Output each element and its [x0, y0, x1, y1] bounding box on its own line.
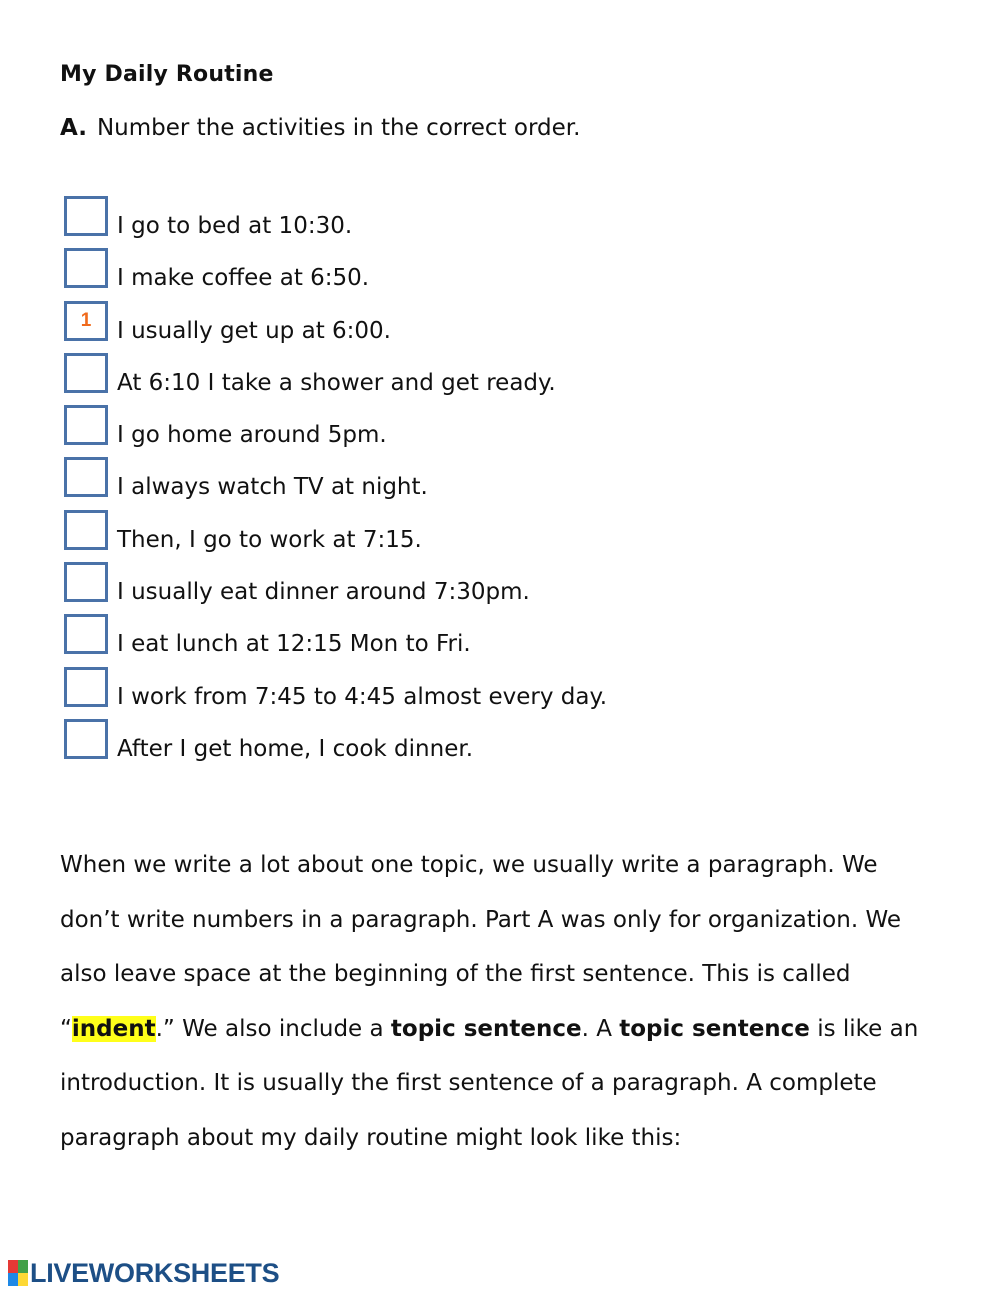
activity-row: [62, 193, 962, 245]
worksheet-title: My Daily Routine: [60, 62, 274, 87]
answer-box-3[interactable]: [64, 301, 108, 341]
activity-text: I usually eat dinner around 7:30pm.: [117, 579, 530, 606]
paragraph-text: is like an introduction. It is usually the first sentence of a paragraph. A complete paragraph about my daily routine might look like this:: [60, 1015, 919, 1151]
activity-row: [62, 716, 962, 768]
logo-square-green: [18, 1260, 28, 1273]
answer-box-4[interactable]: [64, 353, 108, 393]
activity-text: I usually get up at 6:00.: [117, 317, 391, 344]
activity-row: [62, 454, 962, 506]
activity-row: [62, 664, 962, 716]
activity-row: [62, 245, 962, 297]
paragraph-text: When we write a lot about one topic, we usually write a paragraph. We don’t write numbers in a paragraph. Part A was only for organization. We also leave space at the beginning of the first sentence. This is called “: [60, 852, 901, 1042]
activity-row: [62, 298, 962, 350]
activity-list: [62, 193, 962, 768]
logo-square-red: [8, 1260, 18, 1273]
instruction-text: Number the activities in the correct order.: [96, 115, 581, 141]
activity-text: I make coffee at 6:50.: [117, 265, 370, 292]
instruction: [60, 115, 580, 141]
answer-box-8[interactable]: [64, 562, 108, 602]
answer-box-5[interactable]: [64, 405, 108, 445]
section-letter: A.: [60, 115, 87, 141]
paragraph-text: . A: [581, 1015, 620, 1042]
activity-row: [62, 611, 962, 663]
explanation-paragraph: [60, 838, 940, 1166]
activity-text: I go to bed at 10:30.: [117, 213, 353, 239]
answer-box-7[interactable]: [64, 510, 108, 550]
activity-text: I always watch TV at night.: [117, 474, 428, 501]
answer-box-10[interactable]: [64, 667, 108, 707]
activity-text: At 6:10 I take a shower and get ready.: [117, 369, 556, 396]
answer-box-1[interactable]: [64, 196, 108, 236]
topic-sentence-term: topic sentence: [619, 1015, 810, 1042]
activity-text: I work from 7:45 to 4:45 almost every day.: [117, 683, 608, 710]
activity-text: I go home around 5pm.: [117, 422, 387, 449]
answer-box-9[interactable]: [64, 614, 108, 654]
activity-text: I eat lunch at 12:15 Mon to Fri.: [117, 631, 471, 658]
indent-highlight: indent: [71, 1015, 156, 1042]
liveworksheets-logo[interactable]: [8, 1258, 279, 1288]
topic-sentence-term: topic sentence: [390, 1015, 582, 1042]
answer-box-6[interactable]: [64, 457, 108, 497]
activity-row: [62, 350, 962, 402]
liveworksheets-logo-icon: [8, 1260, 28, 1286]
activity-row: [62, 507, 962, 559]
logo-text: LIVEWORKSHEETS: [30, 1257, 280, 1288]
paragraph-text: .” We also include a: [155, 1015, 391, 1042]
answer-box-2[interactable]: [64, 248, 108, 288]
activity-row: [62, 402, 962, 454]
activity-text: After I get home, I cook dinner.: [117, 735, 474, 762]
answer-box-11[interactable]: [64, 719, 108, 759]
logo-square-blue: [8, 1273, 18, 1286]
logo-square-yellow: [18, 1273, 28, 1286]
activity-row: [62, 559, 962, 611]
activity-text: Then, I go to work at 7:15.: [117, 526, 422, 553]
